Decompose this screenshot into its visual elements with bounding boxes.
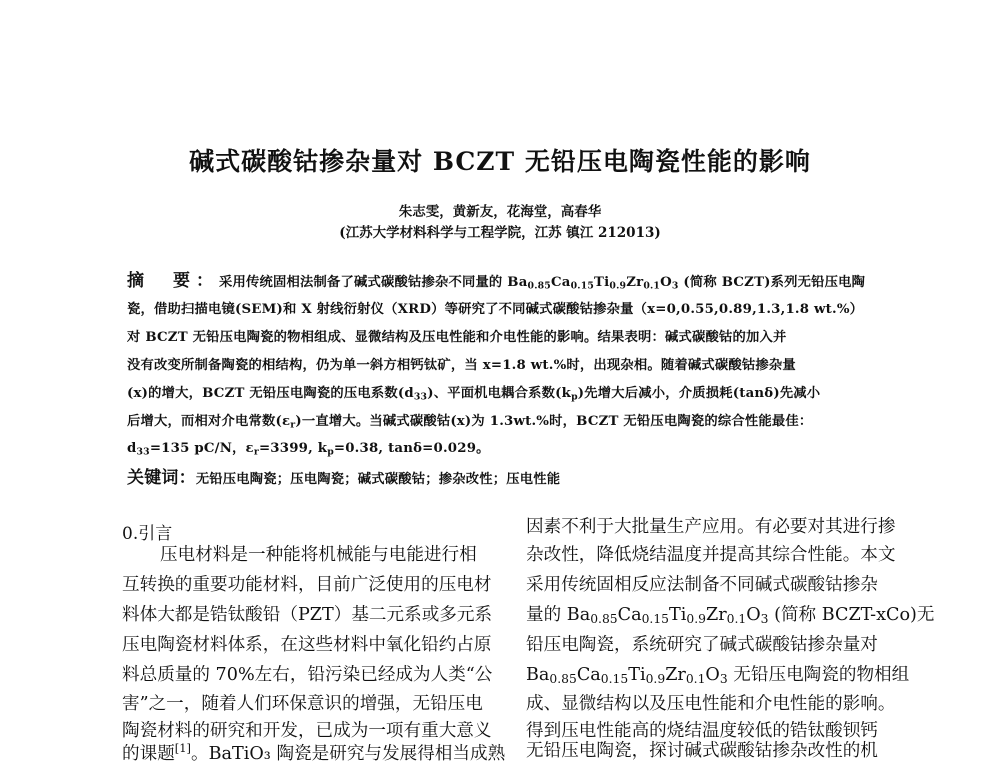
text-run: Zr <box>705 605 727 625</box>
paper-title: 碱式碳酸钴掺杂量对 BCZT 无铅压电陶瓷性能的影响 <box>189 147 811 176</box>
abstract-line-1 <box>127 266 865 291</box>
affiliation: (江苏大学材料科学与工程学院，江苏 镇江 212013) <box>339 225 661 241</box>
citation: [1] <box>174 741 191 755</box>
subscript: r <box>290 419 296 431</box>
text-run: 采用传统固相法制备了碱式碳酸钴掺杂不同量的 Ba <box>219 275 528 290</box>
body-line: 料总质量的 70%左右，铅污染已经成为人类“公 <box>122 665 493 685</box>
text-run: (简称 BCZT-xCo)无 <box>768 605 935 625</box>
text-run: 量的 Ba <box>526 605 591 625</box>
body-line: 害”之一，随着人们环保意识的增强，无铅压电 <box>122 694 483 714</box>
text-run: =3399, k <box>258 441 328 456</box>
subscript: 0.85 <box>590 612 618 627</box>
subscript: 3 <box>760 612 769 627</box>
text-run: d <box>127 441 137 456</box>
abstract-line-6 <box>127 410 812 430</box>
keywords-heading: 关键词： <box>127 468 196 488</box>
text-run: 的课题 <box>122 743 175 764</box>
body-line <box>526 607 935 625</box>
abstract-line-5 <box>127 382 820 402</box>
body-line: 得到压电性能高的烧结温度较低的锆钛酸钡钙 <box>526 721 878 741</box>
subscript: 0.15 <box>641 612 669 627</box>
body-line <box>122 743 505 763</box>
subscript: 33 <box>136 446 150 458</box>
text-run: Ca <box>550 275 571 290</box>
abstract-line-7 <box>127 437 490 457</box>
body-line: 铅压电陶瓷，系统研究了碱式碳酸钴掺杂量对 <box>526 635 878 655</box>
text-run: (简称 BCZT)系列无铅压电陶 <box>678 275 866 290</box>
text-run: O <box>746 605 761 625</box>
body-line: 陶瓷材料的研究和开发，已成为一项有重大意义 <box>122 721 492 741</box>
text-run: )先增大后减小，介质损耗(tanδ)先减小 <box>577 386 821 401</box>
subscript: 0.9 <box>645 672 666 687</box>
body-line: 互转换的重要功能材料，目前广泛使用的压电材 <box>122 575 492 595</box>
text-run: )、平面机电耦合系数(k <box>427 386 572 401</box>
abstract-heading: 摘 要： <box>127 271 219 291</box>
subscript: 0.15 <box>570 280 595 292</box>
text-run: O <box>705 665 720 685</box>
text-run: 。BaTiO₃ 陶瓷是研究与发展得相当成熟 <box>191 743 506 764</box>
body-line: 料体大都是锆钛酸铅（PZT）基二元系或多元系 <box>122 605 493 625</box>
subscript: 0.15 <box>600 672 629 687</box>
text-run: =135 pC/N，ε <box>149 441 254 456</box>
section-heading: 0.引言 <box>122 524 173 544</box>
body-line: 无铅压电陶瓷，探讨碱式碳酸钴掺杂改性的机 <box>526 741 878 761</box>
subscript: 0.1 <box>685 672 706 687</box>
author-list: 朱志雯，黄新友，花海堂，高春华 <box>398 204 602 220</box>
text-run: 无铅压电陶瓷的物相组 <box>727 665 910 685</box>
text-run: Ti <box>594 275 610 290</box>
text-run: 后增大，而相对介电常数(ε <box>127 414 291 429</box>
abstract-line-4: 没有改变所制备陶瓷的相结构，仍为单一斜方相钙钛矿，当 x=1.8 wt.%时，出现杂相。随着碱式碳酸钴掺杂量 <box>127 358 796 373</box>
subscript: 3 <box>671 280 679 292</box>
keywords-text: 无铅压电陶瓷；压电陶瓷；碱式碳酸钴；掺杂改性；压电性能 <box>195 472 561 487</box>
body-line: 成、显微结构以及压电性能和介电性能的影响。 <box>526 694 896 714</box>
text-run: Ca <box>617 605 642 625</box>
subscript: 0.1 <box>643 280 661 292</box>
text-run: Zr <box>626 275 644 290</box>
body-line: 杂改性，降低烧结温度并提高其综合性能。本文 <box>526 545 896 565</box>
text-run: Zr <box>665 665 686 685</box>
body-line <box>526 667 909 685</box>
text-run: Ti <box>628 665 646 685</box>
subscript: 0.9 <box>609 280 627 292</box>
abstract-line-2: 瓷，借助扫描电镜(SEM)和 X 射线衍射仪（XRD）等研究了不同碱式碳酸钴掺杂量（x=0,0.55,0.89,1.3,1.8 wt.%） <box>127 302 864 317</box>
subscript: p <box>327 446 334 458</box>
subscript: 0.85 <box>527 280 551 292</box>
subscript: 33 <box>413 391 428 403</box>
subscript: 0.9 <box>686 612 706 627</box>
body-line: 压电陶瓷材料体系，在这些材料中氧化铅约占原 <box>122 635 492 655</box>
subscript: 0.1 <box>726 612 747 627</box>
text-run: Ca <box>576 665 601 685</box>
body-line: 采用传统固相反应法制备不同碱式碳酸钴掺杂 <box>526 575 878 595</box>
text-run: =0.38, tanδ=0.029。 <box>333 441 490 456</box>
text-run: O <box>660 275 672 290</box>
body-line: 因素不利于大批量生产应用。有必要对其进行掺 <box>526 517 896 537</box>
text-run: (x)的增大，BCZT 无铅压电陶瓷的压电系数(d <box>127 386 414 401</box>
text-run: Ba <box>526 665 550 685</box>
subscript: 0.85 <box>549 672 577 687</box>
keywords-line <box>127 463 560 488</box>
subscript: p <box>571 391 578 403</box>
abstract-line-3: 对 BCZT 无铅压电陶瓷的物相组成、显微结构及压电性能和介电性能的影响。结果表明：碱式碳酸钴的加入并 <box>127 330 787 345</box>
subscript: 3 <box>719 672 728 687</box>
text-run: )一直增大。当碱式碳酸钴(x)为 1.3wt.%时，BCZT 无铅压电陶瓷的综合性能最佳： <box>295 414 813 429</box>
body-line: 压电材料是一种能将机械能与电能进行相 <box>160 545 477 565</box>
subscript: r <box>253 446 259 458</box>
text-run: Ti <box>669 605 687 625</box>
